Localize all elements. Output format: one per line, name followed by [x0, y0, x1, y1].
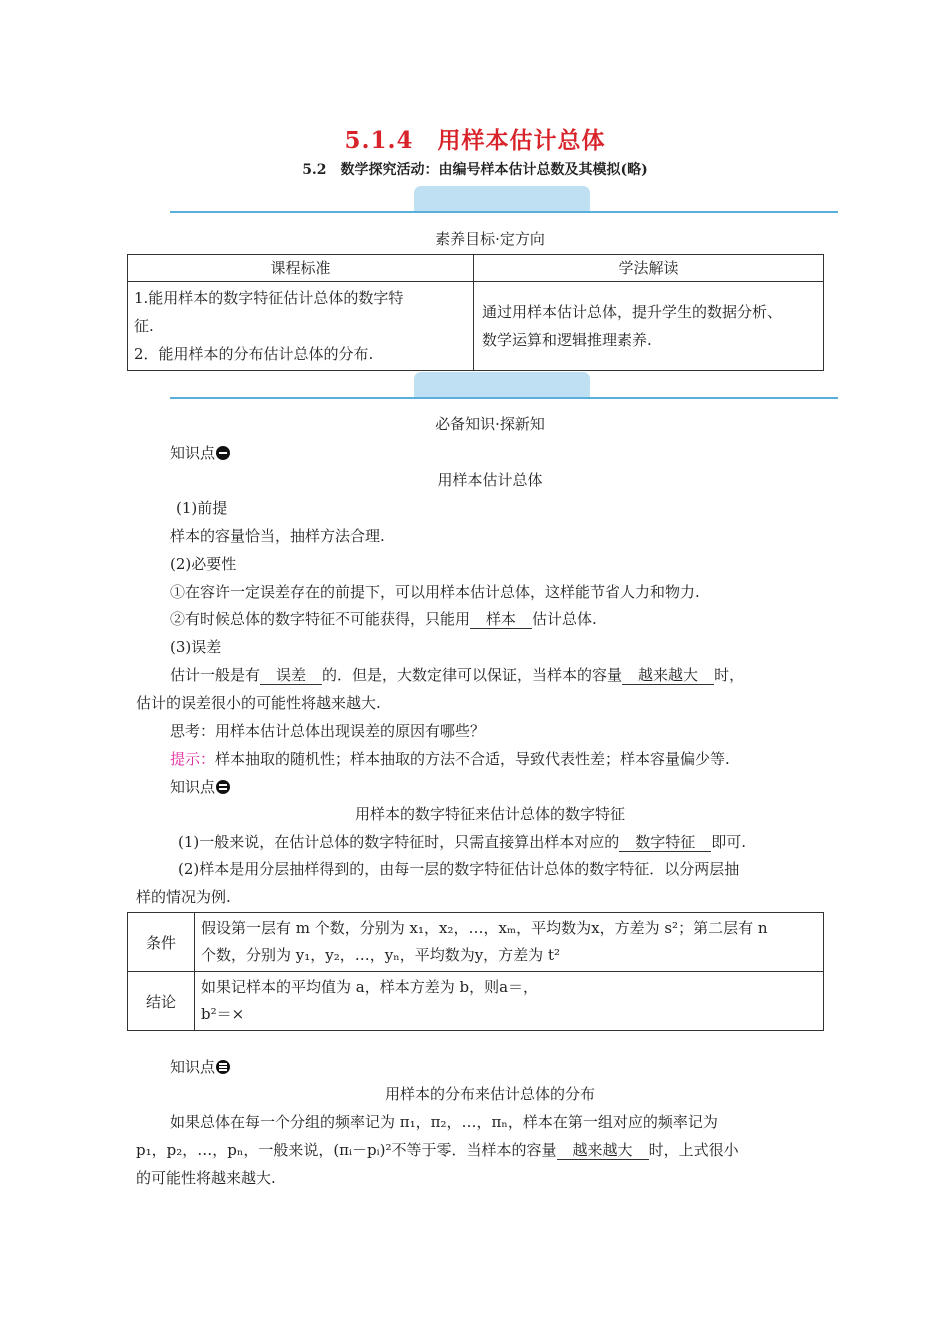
condition-line: 个数，分别为 y₁，y₂，…，yₙ，平均数为y，方差为 t²	[201, 946, 560, 964]
section-heading-goals: 素养目标·定方向	[435, 230, 545, 248]
condition-label: 条件	[128, 913, 195, 972]
kp2-title: 用样本的数字特征来估计总体的数字特征	[354, 805, 625, 823]
conclusion-line: b²＝×	[201, 1005, 245, 1023]
section-divider	[170, 397, 838, 399]
conclusion-label: 结论	[128, 972, 195, 1031]
kp3-title: 用样本的分布来估计总体的分布	[384, 1085, 595, 1103]
tip-label: 提示：	[170, 750, 216, 768]
kp3-line-3: 的可能性将越来越大.	[136, 1169, 276, 1187]
kp3-line-2: p₁，p₂，…，pₙ，一般来说，(πᵢ－pᵢ)²不等于零．当样本的容量 越来越大 时，上式很小	[136, 1141, 739, 1159]
knowledge-point-3-label: 知识点	[170, 1056, 230, 1077]
standard-line: 2．能用样本的分布估计总体的分布.	[134, 345, 374, 363]
kp1-necessity-a: ①在容许一定误差存在的前提下，可以用样本估计总体，这样能节省人力和物力.	[170, 583, 700, 601]
answer-blank: 越来越大	[622, 667, 714, 685]
kp1-error-heading: (3)误差	[170, 638, 222, 656]
col-header-method: 学法解读	[474, 255, 824, 282]
col-header-standard: 课程标准	[128, 255, 474, 282]
answer-blank: 样本	[470, 611, 532, 629]
kp1-premise-heading: (1)前提	[176, 499, 228, 517]
standard-line: 1.能用样本的数字特征估计总体的数字特	[134, 289, 404, 307]
number-one-icon	[216, 446, 230, 460]
knowledge-point-2-label: 知识点	[170, 776, 230, 797]
kp1-error-text-2: 估计的误差很小的可能性将越来越大.	[136, 694, 381, 712]
method-line: 通过用样本估计总体，提升学生的数据分析、	[482, 303, 783, 321]
answer-blank: 越来越大	[557, 1142, 649, 1160]
kp2-point-2-cont: 样的情况为例.	[136, 888, 231, 906]
kp1-error-text: 估计一般是有 误差 的．但是，大数定律可以保证，当样本的容量 越来越大 时，	[170, 666, 745, 684]
kp1-premise-text: 样本的容量恰当，抽样方法合理.	[170, 527, 385, 545]
method-cell	[474, 282, 824, 371]
answer-blank: 误差	[260, 667, 322, 685]
page-subtitle: 5.2 数学探究活动：由编号样本估计总数及其模拟(略)	[302, 162, 648, 178]
kp1-title: 用样本估计总体	[437, 471, 543, 489]
standard-cell	[128, 282, 474, 371]
section-tab-decoration	[414, 372, 590, 398]
kp1-think: 思考：用样本估计总体出现误差的原因有哪些？	[170, 722, 486, 740]
number-two-icon	[216, 780, 230, 794]
kp1-tip: 提示：样本抽取的随机性；样本抽取的方法不合适，导致代表性差；样本容量偏少等.	[170, 750, 730, 768]
condition-cell	[195, 913, 824, 972]
kp2-point-2: (2)样本是用分层抽样得到的，由每一层的数字特征估计总体的数字特征．以分两层抽	[178, 860, 740, 878]
method-line: 数学运算和逻辑推理素养.	[482, 331, 652, 349]
conclusion-line: 如果记样本的平均值为 a，样本方差为 b，则a＝，	[201, 978, 539, 996]
knowledge-point-1-label: 知识点	[170, 442, 230, 463]
standard-line: 征.	[134, 317, 154, 335]
condition-line: 假设第一层有 m 个数，分别为 x₁，x₂，…，xₘ，平均数为x，方差为 s²；第二层有 n	[201, 919, 768, 937]
section-heading-knowledge: 必备知识·探新知	[435, 415, 545, 433]
section-tab-decoration	[414, 186, 590, 212]
goals-table	[127, 254, 824, 371]
number-three-icon	[216, 1060, 230, 1074]
kp1-necessity-b: ②有时候总体的数字特征不可能获得，只能用 样本 估计总体.	[170, 610, 597, 628]
kp1-necessity-heading: (2)必要性	[170, 555, 237, 573]
page-title: 5.1.4 用样本估计总体	[344, 127, 606, 154]
stratified-table	[127, 912, 824, 1031]
section-divider	[170, 211, 838, 213]
conclusion-cell	[195, 972, 824, 1031]
kp2-point-1: (1)一般来说，在估计总体的数字特征时，只需直接算出样本对应的 数字特征 即可.	[178, 833, 747, 851]
kp3-line-1: 如果总体在每一个分组的频率记为 π₁，π₂，…，πₙ，样本在第一组对应的频率记为	[170, 1113, 718, 1131]
answer-blank: 数字特征	[619, 834, 711, 852]
